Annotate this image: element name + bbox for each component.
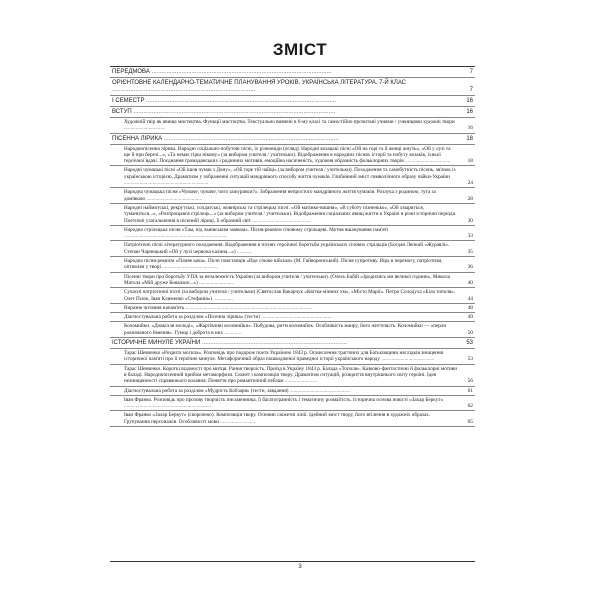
toc-section-entry	[110, 96, 475, 107]
toc-page-number: 7	[469, 87, 473, 93]
toc-entry-text: Діагностувальна робота за розділом «Мудрість Кобзаря» (тести, завдання)	[124, 387, 289, 394]
toc-entry-text: ПЕРЕДМОВА	[112, 69, 150, 75]
toc-section-entry	[110, 134, 475, 145]
toc-page-number: 65	[467, 418, 473, 425]
toc-entry	[110, 204, 475, 226]
toc-entry-text: ПІСЕННА ЛІРИКА	[112, 135, 163, 142]
toc-entry-text: Тарас Шевченко. Короткі відомості про митця. Рання творчість. Приїзд в Україну 1843 р. Балада «Тополя». Казково-фантастичні й фольклорні мотиви в баладі. Народнопісенний прийом метаморфози. Сюжет і композиція твору. Драматизм ситуацій, розкриття внутрішнього світу героїні. Ідея незнищенності справжнього кохання. Поняття про романтичний пейзаж	[124, 365, 457, 385]
toc-page-number: 16	[466, 98, 473, 104]
dot-leader: ...................................................................	[124, 403, 211, 410]
toc-entry	[110, 118, 475, 134]
toc-entry-text: ВСТУП	[112, 109, 132, 115]
toc-entry	[110, 349, 475, 365]
toc-page-number: 33	[467, 233, 473, 240]
toc-entry	[110, 226, 475, 242]
toc-page-number: 62	[467, 403, 473, 410]
dot-leader: ..................................................................................................................	[146, 98, 337, 104]
dot-leader: .........................................................................................................	[163, 135, 339, 142]
toc-page-number: 56	[467, 378, 473, 385]
dot-leader: ............................................................................................................	[151, 69, 332, 75]
toc-entry	[110, 241, 475, 257]
dot-leader: .............................................	[252, 217, 311, 224]
toc-section-entry	[110, 67, 475, 78]
page-number: 3	[298, 564, 302, 570]
toc-entry-text: I СЕМЕСТР	[112, 98, 145, 104]
toc-page-number: 50	[467, 329, 473, 336]
dot-leader: ...........................	[199, 279, 235, 286]
toc-entry-text: Виразне читання напам'ять	[124, 304, 185, 311]
toc-page-number: 16	[467, 125, 473, 132]
toc-entry-text: Народнопісенна лірика. Народні соціально-побутові пісні, їх різновиди (огляд). Народні козацькі пісні «Ой на горі та й женці жнуть», «Ой у лузі та ще й при березі...», «Та немає гірш нікому» (за вибором учителя / учительки). Відображення в народних піснях історії та побуту козаків, їхньої героїчної вдачі. Поєднання громадянських і родинних мотивів, емоційна насиченість, художня образність фольклорних творів	[124, 145, 451, 165]
toc-page-number: 40	[467, 279, 473, 286]
toc-entry	[110, 145, 475, 167]
dot-leader: .........................	[284, 378, 318, 385]
toc-page-number: 49	[467, 314, 473, 321]
toc-entry-text: Народні чумацькі пісні «Ой ішов чумак з Дону», «Ой горе тій чайці» (за вибором учителя / учительки). Походження та самобутність пісень, зв'язок із українською історією. Драматизм у зображенні ситуацій мандрівного способу життя чумаків. Глибинний зміст символічного образу чайки-України	[124, 167, 456, 180]
toc-entry-text: Іван Франко «Захар Беркут» (скорочено). Композиція твору. Основні сюжетні лінії. Ідейний зміст твору, його втілення в художніх образах. Групування персонажів. Особливості мови	[124, 412, 431, 425]
dot-leader: ...............	[213, 295, 233, 302]
toc-page-number: 44	[467, 295, 473, 302]
toc-entry-text: Художній твір як явище мистецтва. Функції мистецтва. Текстуально вивчені в 6-му класі та самостійно прочитані учнями / ученицями художні твори	[124, 119, 455, 125]
toc-entry	[110, 257, 475, 273]
dot-leader: ...........	[236, 248, 252, 255]
dot-leader: .........................................	[381, 356, 435, 363]
toc-section-entry	[110, 78, 475, 96]
toc-entry-text: ІСТОРИЧНЕ МИНУЛЕ УКРАЇНИ	[112, 340, 201, 347]
toc-section-entry	[110, 338, 475, 349]
dot-leader: .......................................................................................	[201, 340, 347, 347]
toc-section-entry	[110, 107, 475, 118]
table-of-contents	[110, 66, 475, 427]
dot-leader: ...................................	[404, 158, 451, 165]
toc-page-number: 16	[466, 109, 473, 115]
toc-entry-text: Коломийки. «Довкілля молоді», «Жартівливі коломийки». Побудова, ритм коломийок. Особливість жанру, його життєвість. Коломийки — «перли рокизнаного ймення». Гумор і доброта в них	[124, 323, 447, 336]
dot-leader: ...........................................	[162, 264, 218, 271]
dot-leader: .......................................................	[261, 314, 333, 321]
toc-page-number: 61	[467, 387, 473, 394]
dot-leader: ...........................	[220, 418, 256, 425]
toc-entry-text: Тарас Шевченко «Розрита могила». Розповідь про подорож поета Україною 1843 р. Осмислення трагічних для Батьківщини наслідків знищення історичної пам'яті про її героїчне минуле. Метафоричний образ пошкодженої праведної історії українського народу	[124, 350, 444, 363]
dot-leader: ..................................................................................................	[185, 304, 313, 311]
toc-entry	[110, 188, 475, 204]
toc-entry-text: ОРІЄНТОВНЕ КАЛЕНДАРНО-ТЕМАТИЧНЕ ПЛАНУВАННЯ УРОКІВ. УКРАЇНСЬКА ЛІТЕРАТУРА. 7-Й КЛАС	[112, 80, 407, 86]
dot-leader: ...............................................	[289, 387, 351, 394]
toc-page-number: 48	[467, 304, 473, 311]
toc-entry	[110, 313, 475, 322]
toc-entry	[110, 166, 475, 188]
toc-entry-text: Народна чумацька пісня «Чумаче, чумаче, чого зажурився?». Зображення непростого мандрівного життя чумаків. Розлука з родиною, туга за домівкою	[124, 189, 436, 202]
toc-entry-text: Іван Франко. Розповідь про прозову творчість письменника, її багатогранність і тематичну розмаїтість. Історична основа повісті «Захар Беркут»	[124, 396, 444, 403]
toc-page-number: 53	[466, 340, 473, 347]
page-title: ЗМІСТ	[272, 40, 328, 59]
toc-entry-text: Пісенні твори про боротьбу УПА за незалежність України (за вибором учителя / учительки). (Олесь Бабій «Зродились ми великої години», Микола Матола «Мій друже Ковальчо...»)	[124, 273, 450, 286]
toc-page-number: 7	[469, 69, 473, 75]
dot-leader: .............	[224, 329, 242, 336]
dot-leader: ......................................................................................	[112, 87, 256, 93]
toc-entry	[110, 288, 475, 304]
toc-page-number: 24	[467, 180, 473, 187]
toc-entry	[110, 411, 475, 427]
toc-entry-text: Патріотичні пісні літературного походження. Відображення в піснях героїчної боротьби українських січових стрільців (Богдан Лепкий «Журавлі». Степан Чарнецький «Ой у лузі червона калина...»)	[124, 242, 450, 255]
toc-entry	[110, 387, 475, 396]
dot-leader: .................................................................	[124, 180, 209, 187]
toc-entry-text: Народна пісня-реквієм «Пливе кача». Пісні повстанців «Иде січове військо» (М. Гайворонський). Пісня супротиву. Віра в перемогу, патріотизм, оптимізм у творі	[124, 258, 443, 271]
toc-page-number: 18	[467, 158, 473, 165]
toc-page-number: 30	[467, 217, 473, 224]
toc-page-number: 18	[466, 135, 473, 142]
toc-entry-text: Діагностувальна робота за розділом «Пісенна лірика» (тести)	[124, 314, 261, 321]
toc-entry	[110, 304, 475, 313]
toc-entry-text: Народна стрілецька пісня «Там, під львівським замком». Пісня-реквієм січовому стрільцеві. Мотив вшанування пам'яті	[124, 226, 389, 233]
toc-page-number: 35	[467, 248, 473, 255]
toc-entry	[110, 365, 475, 387]
toc-entry	[110, 322, 475, 338]
toc-page-number: 28	[467, 195, 473, 202]
toc-entry	[110, 396, 475, 412]
footer-divider	[110, 561, 475, 562]
dot-leader: ...............................	[124, 125, 165, 132]
toc-entry-text: Народні наймитські, рекрутські, солдатські, жовнірські та стрілецькі пісні: «Ой матінко-вишня», «В суботу пізненько», «Ой хмариться, туманиться...», «Розпрощався стрілець...» (за вибором учителя / учительки). Відображення соціальних явищ життя в Україні в різні історичні періоди. Поетичні узагальнення в пісенній ліриці, її образний світ	[124, 204, 457, 224]
toc-page-number: 53	[467, 356, 473, 363]
dot-leader: ...............................................................................	[124, 233, 227, 240]
dot-leader: ...........................................	[146, 195, 203, 202]
dot-leader: .........................................................................................................................	[133, 109, 336, 115]
toc-page-number: 36	[467, 264, 473, 271]
toc-entry-text: Сучасні патріотичні пісні (за вибором учителя / учительки) (Святослав Вакарчук «Квітка-мінних хм», «Місто Марії». Петро Солодуха «Біла тополя». Олег Псюк, Іван Клименко «Стефанія»)	[124, 289, 456, 302]
toc-entry	[110, 273, 475, 289]
